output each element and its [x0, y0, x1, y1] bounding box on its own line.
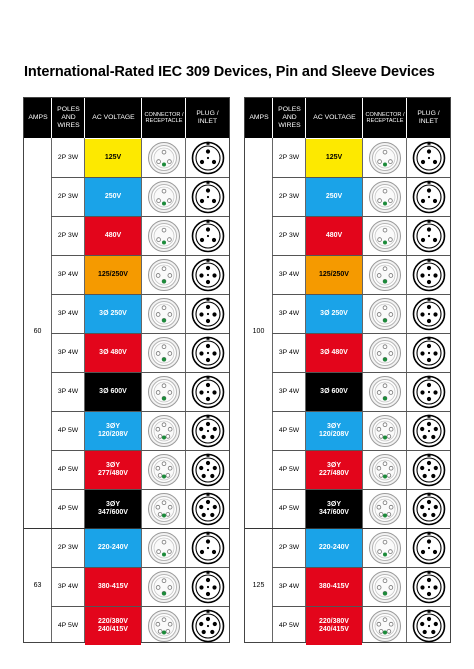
voltage-badge: 3Ø 480V [306, 334, 362, 372]
voltage-badge: 250V [306, 178, 362, 216]
connector-receptacle-icon [142, 138, 185, 177]
poles-wires-cell: 2P 3W [57, 193, 79, 200]
connector-receptacle-icon [363, 333, 406, 372]
voltage-badge: 480V [306, 217, 362, 255]
amps-value: 63 [33, 581, 42, 589]
poles-wires-cell: 4P 5W [57, 622, 79, 629]
plug-inlet-icon [186, 138, 229, 177]
connector-receptacle-icon [363, 177, 406, 216]
voltage-badge: 3ØY 347/600V [85, 490, 141, 528]
poles-wires-cell: 4P 5W [278, 466, 300, 473]
header-connector-receptacle: CONNECTOR / RECEPTACLE [142, 98, 186, 138]
header-ac-voltage: AC VOLTAGE [306, 98, 363, 138]
poles-wires-cell: 4P 5W [278, 505, 300, 512]
poles-wires-cell: 3P 4W [57, 388, 79, 395]
header-amps: AMPS [24, 98, 52, 138]
voltage-badge: 3ØY 120/208V [306, 412, 362, 450]
poles-wires-cell: 4P 5W [278, 427, 300, 434]
voltage-badge: 3ØY 347/600V [306, 490, 362, 528]
poles-wires-cell: 4P 5W [278, 622, 300, 629]
voltage-badge: 220/380V 240/415V [306, 607, 362, 645]
plug-inlet-icon [186, 333, 229, 372]
voltage-badge: 3Ø 250V [85, 295, 141, 333]
voltage-badge: 3ØY 277/480V [85, 451, 141, 489]
voltage-badge: 220/380V 240/415V [85, 607, 141, 645]
device-table-right [244, 97, 451, 643]
plug-inlet-icon [407, 528, 450, 567]
plug-inlet-icon [407, 294, 450, 333]
header-poles-wires: POLES AND WIRES [52, 98, 85, 138]
plug-inlet-icon [186, 372, 229, 411]
connector-receptacle-icon [363, 216, 406, 255]
poles-wires-cell: 3P 4W [278, 349, 300, 356]
poles-wires-cell: 2P 3W [278, 544, 300, 551]
plug-inlet-icon [407, 255, 450, 294]
connector-receptacle-icon [363, 138, 406, 177]
header-ac-voltage: AC VOLTAGE [85, 98, 142, 138]
header-separator [305, 98, 306, 138]
plug-inlet-icon [186, 216, 229, 255]
voltage-badge: 250V [85, 178, 141, 216]
plug-inlet-icon [186, 567, 229, 606]
poles-wires-cell: 3P 4W [57, 310, 79, 317]
connector-receptacle-icon [142, 450, 185, 489]
poles-wires-cell: 3P 4W [57, 271, 79, 278]
header-connector-receptacle: CONNECTOR / RECEPTACLE [363, 98, 407, 138]
poles-wires-cell: 4P 5W [57, 466, 79, 473]
plug-inlet-icon [407, 372, 450, 411]
connector-receptacle-icon [142, 567, 185, 606]
poles-wires-cell: 2P 3W [278, 154, 300, 161]
connector-receptacle-icon [363, 294, 406, 333]
connector-receptacle-icon [142, 489, 185, 528]
poles-wires-cell: 2P 3W [278, 232, 300, 239]
plug-inlet-icon [186, 489, 229, 528]
plug-inlet-icon [407, 450, 450, 489]
amps-value: 60 [33, 328, 42, 335]
amps-value: 125 [252, 581, 265, 589]
poles-wires-cell: 2P 3W [57, 544, 79, 551]
poles-wires-cell: 4P 5W [57, 505, 79, 512]
header-amps: AMPS [245, 98, 273, 138]
header-plug-inlet: PLUG / INLET [407, 98, 450, 138]
plug-inlet-icon [186, 255, 229, 294]
poles-wires-cell: 3P 4W [278, 388, 300, 395]
connector-receptacle-icon [363, 606, 406, 645]
header-poles-wires: POLES AND WIRES [273, 98, 306, 138]
voltage-badge: 3Ø 480V [85, 334, 141, 372]
connector-receptacle-icon [142, 216, 185, 255]
poles-wires-cell: 3P 4W [57, 583, 79, 590]
header-separator [141, 98, 142, 138]
plug-inlet-icon [186, 411, 229, 450]
header-separator [51, 98, 52, 138]
plug-inlet-icon [407, 177, 450, 216]
voltage-badge: 480V [85, 217, 141, 255]
connector-receptacle-icon [363, 255, 406, 294]
page-title: International-Rated IEC 309 Devices, Pin and Sleeve Devices [24, 64, 435, 80]
header-separator [185, 98, 186, 138]
poles-wires-cell: 4P 5W [57, 427, 79, 434]
connector-receptacle-icon [142, 528, 185, 567]
connector-receptacle-icon [363, 528, 406, 567]
connector-receptacle-icon [142, 411, 185, 450]
plug-inlet-icon [407, 216, 450, 255]
connector-receptacle-icon [363, 567, 406, 606]
plug-inlet-icon [186, 528, 229, 567]
connector-receptacle-icon [142, 294, 185, 333]
voltage-badge: 220-240V [306, 529, 362, 567]
plug-inlet-icon [186, 177, 229, 216]
header-separator [272, 98, 273, 138]
connector-receptacle-icon [363, 372, 406, 411]
voltage-badge: 380-415V [85, 568, 141, 606]
poles-wires-cell: 2P 3W [57, 154, 79, 161]
plug-inlet-icon [407, 489, 450, 528]
connector-receptacle-icon [363, 450, 406, 489]
voltage-badge: 3Ø 600V [306, 373, 362, 411]
plug-inlet-icon [407, 606, 450, 645]
plug-inlet-icon [407, 333, 450, 372]
connector-receptacle-icon [363, 489, 406, 528]
poles-wires-cell: 2P 3W [278, 193, 300, 200]
voltage-badge: 125/250V [85, 256, 141, 294]
poles-wires-cell: 2P 3W [57, 232, 79, 239]
voltage-badge: 125V [85, 139, 141, 177]
poles-wires-cell: 3P 4W [57, 349, 79, 356]
connector-receptacle-icon [363, 411, 406, 450]
plug-inlet-icon [186, 450, 229, 489]
voltage-badge: 3Ø 250V [306, 295, 362, 333]
connector-receptacle-icon [142, 177, 185, 216]
plug-inlet-icon [186, 606, 229, 645]
voltage-badge: 3Ø 600V [85, 373, 141, 411]
voltage-badge: 125V [306, 139, 362, 177]
connector-receptacle-icon [142, 372, 185, 411]
plug-inlet-icon [186, 294, 229, 333]
poles-wires-cell: 3P 4W [278, 310, 300, 317]
device-table-left [23, 97, 230, 643]
header-separator [362, 98, 363, 138]
connector-receptacle-icon [142, 333, 185, 372]
plug-inlet-icon [407, 138, 450, 177]
header-plug-inlet: PLUG / INLET [186, 98, 229, 138]
plug-inlet-icon [407, 411, 450, 450]
voltage-badge: 3ØY 227/480V [306, 451, 362, 489]
header-separator [406, 98, 407, 138]
header-separator [84, 98, 85, 138]
poles-wires-cell: 3P 4W [278, 583, 300, 590]
poles-wires-cell: 3P 4W [278, 271, 300, 278]
connector-receptacle-icon [142, 606, 185, 645]
connector-receptacle-icon [142, 255, 185, 294]
voltage-badge: 3ØY 120/208V [85, 412, 141, 450]
voltage-badge: 125/250V [306, 256, 362, 294]
plug-inlet-icon [407, 567, 450, 606]
amps-value: 100 [252, 328, 265, 335]
voltage-badge: 220-240V [85, 529, 141, 567]
voltage-badge: 380-415V [306, 568, 362, 606]
